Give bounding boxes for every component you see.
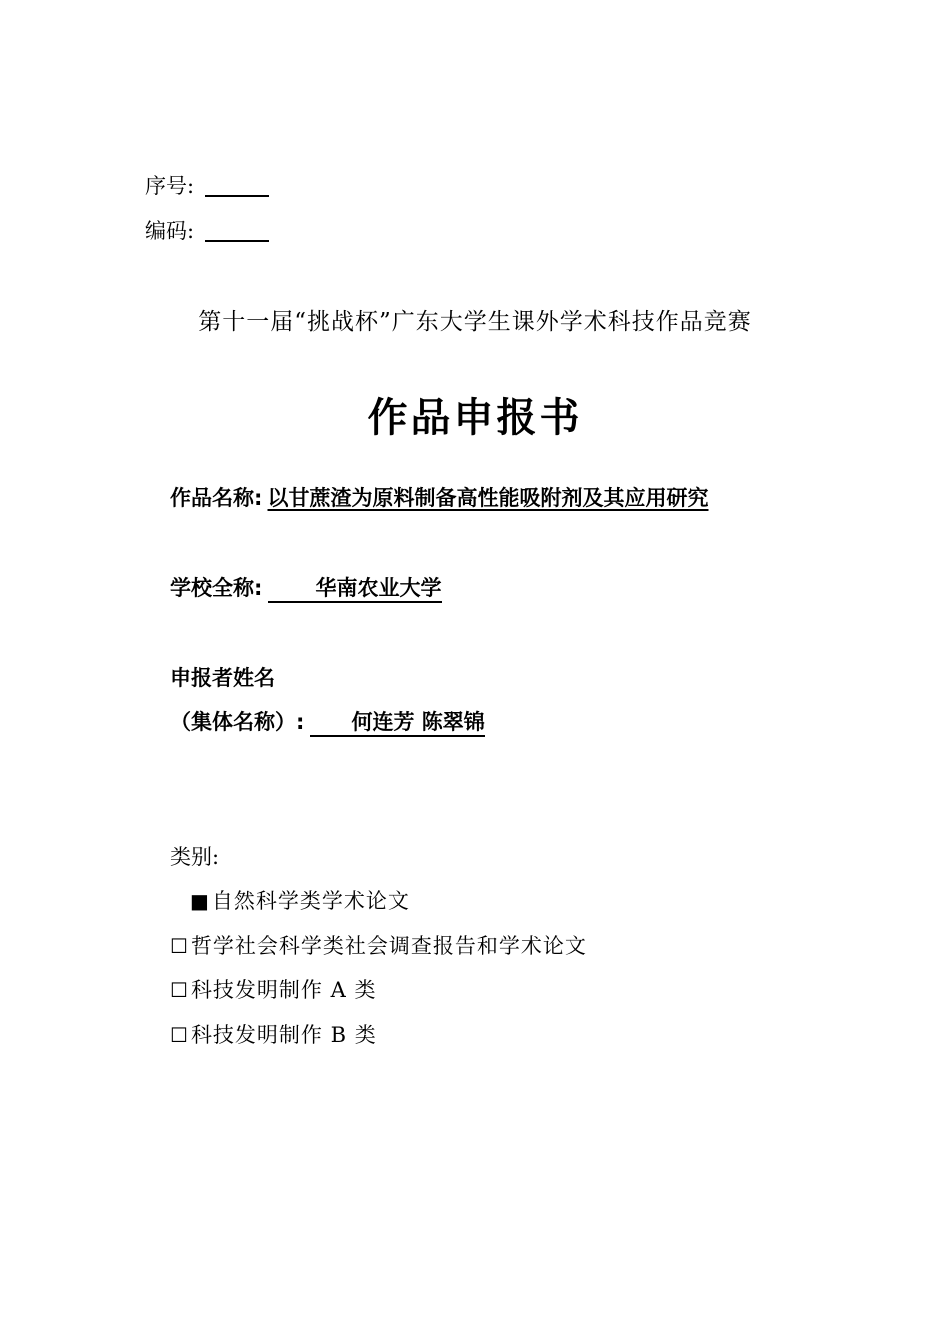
category-item-label: 哲学社会科学类社会调查报告和学术论文: [190, 934, 587, 958]
serial-number-row: [145, 170, 269, 200]
applicant-label-line1: 申报者姓名: [170, 666, 275, 690]
checkbox-empty-icon: ☐: [170, 934, 189, 958]
competition-subtitle: 第十一届“挑战杯”广东大学生课外学术科技作品竞赛: [198, 309, 752, 335]
code-row: [145, 215, 269, 245]
category-item-social-science[interactable]: [170, 930, 587, 960]
category-label: 类别:: [170, 845, 220, 869]
category-item-invention-b[interactable]: [170, 1019, 377, 1049]
page-title: 作品申报书: [367, 394, 583, 441]
work-name-label: 作品名称:: [170, 486, 263, 510]
serial-number-blank[interactable]: [205, 195, 269, 197]
school-row: [170, 572, 442, 603]
applicant-value: 何连芳 陈翠锦: [310, 710, 485, 737]
code-blank[interactable]: [205, 240, 269, 242]
checkbox-empty-icon: ☐: [170, 978, 189, 1002]
category-item-label: 自然科学类学术论文: [211, 889, 410, 913]
category-item-label: 科技发明制作 B 类: [190, 1023, 377, 1047]
checkbox-empty-icon: ☐: [170, 1023, 189, 1047]
work-name-row: [170, 482, 709, 512]
applicant-label-line2: （集体名称）:: [170, 710, 305, 734]
school-label: 学校全称:: [170, 576, 263, 600]
school-value: 华南农业大学: [268, 576, 442, 603]
category-item-natural-science[interactable]: [190, 885, 410, 915]
code-label: 编码:: [145, 219, 195, 243]
category-item-label: 科技发明制作 A 类: [190, 978, 377, 1002]
serial-number-label: 序号:: [145, 174, 195, 198]
work-name-value: 以甘蔗渣为原料制备高性能吸附剂及其应用研究: [267, 486, 709, 510]
applicant-row: [170, 706, 485, 737]
checkbox-checked-icon: ■: [190, 889, 210, 913]
category-item-invention-a[interactable]: [170, 974, 376, 1004]
